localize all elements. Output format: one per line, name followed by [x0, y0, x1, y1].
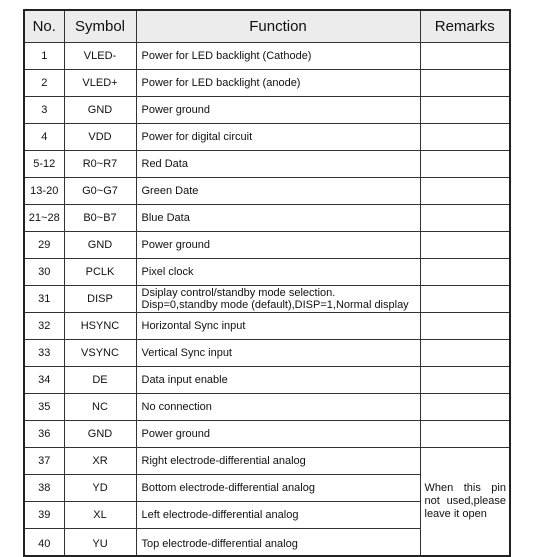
pin-function [136, 286, 420, 313]
pin-symbol: R0~R7 [64, 151, 136, 178]
table-row [24, 151, 510, 178]
header-remarks: Remarks [420, 10, 510, 43]
table-row [24, 205, 510, 232]
pin-number: 35 [24, 394, 64, 421]
table-row [24, 43, 510, 70]
pin-remark [420, 313, 510, 340]
pin-number: 1 [24, 43, 64, 70]
pin-number: 33 [24, 340, 64, 367]
pin-symbol: HSYNC [64, 313, 136, 340]
header-no: No. [24, 10, 64, 43]
table-row [24, 286, 510, 313]
table-row [24, 124, 510, 151]
pin-symbol: XL [64, 502, 136, 529]
pin-symbol: XR [64, 448, 136, 475]
pin-number: 37 [24, 448, 64, 475]
pin-symbol: YD [64, 475, 136, 502]
pin-number: 29 [24, 232, 64, 259]
pin-number: 5-12 [24, 151, 64, 178]
table-row [24, 97, 510, 124]
pin-remark [420, 97, 510, 124]
pin-number: 34 [24, 367, 64, 394]
pin-function: Power ground [136, 421, 420, 448]
pin-symbol: GND [64, 232, 136, 259]
table-row [24, 394, 510, 421]
pin-definition-table [23, 9, 511, 557]
pin-remark [420, 151, 510, 178]
pin-function: Power for LED backlight (Cathode) [136, 43, 420, 70]
pin-function [136, 529, 420, 557]
pin-function: Vertical Sync input [136, 340, 420, 367]
table-row [24, 367, 510, 394]
pin-number: 21~28 [24, 205, 64, 232]
pin-symbol: B0~B7 [64, 205, 136, 232]
pin-symbol: DISP [64, 286, 136, 313]
pin-remark [420, 232, 510, 259]
pin-number: 36 [24, 421, 64, 448]
pin-symbol: VSYNC [64, 340, 136, 367]
pin-symbol: VDD [64, 124, 136, 151]
pin-function: Blue Data [136, 205, 420, 232]
pin-remark [420, 124, 510, 151]
pin-symbol: DE [64, 367, 136, 394]
table-row [24, 259, 510, 286]
pin-symbol: VLED- [64, 43, 136, 70]
pin-symbol: GND [64, 421, 136, 448]
pin-remark [420, 367, 510, 394]
header-symbol: Symbol [64, 10, 136, 43]
pin-number: 2 [24, 70, 64, 97]
pin-number: 38 [24, 475, 64, 502]
header-function: Function [136, 10, 420, 43]
pin-function: No connection [136, 394, 420, 421]
table-row [24, 232, 510, 259]
table-row [24, 70, 510, 97]
pin-remark-touch: When this pin not used,please leave it open [420, 448, 510, 557]
pin-number-text: 40 [38, 538, 51, 550]
pin-function-text: Top electrode-differential analog [141, 538, 298, 550]
table-row [24, 178, 510, 205]
pin-function: Power for digital circuit [136, 124, 420, 151]
pin-function: Power for LED backlight (anode) [136, 70, 420, 97]
table-row [24, 340, 510, 367]
pin-symbol: NC [64, 394, 136, 421]
pin-symbol: PCLK [64, 259, 136, 286]
pin-function: Red Data [136, 151, 420, 178]
pin-remark [420, 340, 510, 367]
pin-number [24, 529, 64, 557]
pin-function: Bottom electrode-differential analog [136, 475, 420, 502]
table-row [24, 421, 510, 448]
pin-function-line-1: Dsiplay control/standby mode selection. [141, 287, 336, 299]
pin-symbol-text: YU [92, 538, 108, 550]
table-row [24, 313, 510, 340]
table-row [24, 448, 510, 475]
pin-function: Data input enable [136, 367, 420, 394]
pin-function: Green Date [136, 178, 420, 205]
pin-function-line-2: Disp=0,standby mode (default),DISP=1,Normal display [141, 299, 409, 311]
pin-function: Left electrode-differential analog [136, 502, 420, 529]
pin-remark [420, 286, 510, 313]
pin-function: Power ground [136, 97, 420, 124]
pin-function: Right electrode-differential analog [136, 448, 420, 475]
pin-number: 31 [24, 286, 64, 313]
pin-remark [420, 394, 510, 421]
pin-function: Power ground [136, 232, 420, 259]
pin-number: 13-20 [24, 178, 64, 205]
pin-remark [420, 43, 510, 70]
pin-number: 32 [24, 313, 64, 340]
pin-function: Horizontal Sync input [136, 313, 420, 340]
pin-number: 30 [24, 259, 64, 286]
pin-remark [420, 259, 510, 286]
pin-remark [420, 421, 510, 448]
pin-number: 39 [24, 502, 64, 529]
pin-symbol: G0~G7 [64, 178, 136, 205]
pin-symbol: VLED+ [64, 70, 136, 97]
pin-remark [420, 70, 510, 97]
pin-function: Pixel clock [136, 259, 420, 286]
pin-remark [420, 205, 510, 232]
table-header-row [24, 10, 510, 43]
pin-number: 3 [24, 97, 64, 124]
pin-symbol: GND [64, 97, 136, 124]
pin-number: 4 [24, 124, 64, 151]
pin-remark [420, 178, 510, 205]
pin-symbol [64, 529, 136, 557]
